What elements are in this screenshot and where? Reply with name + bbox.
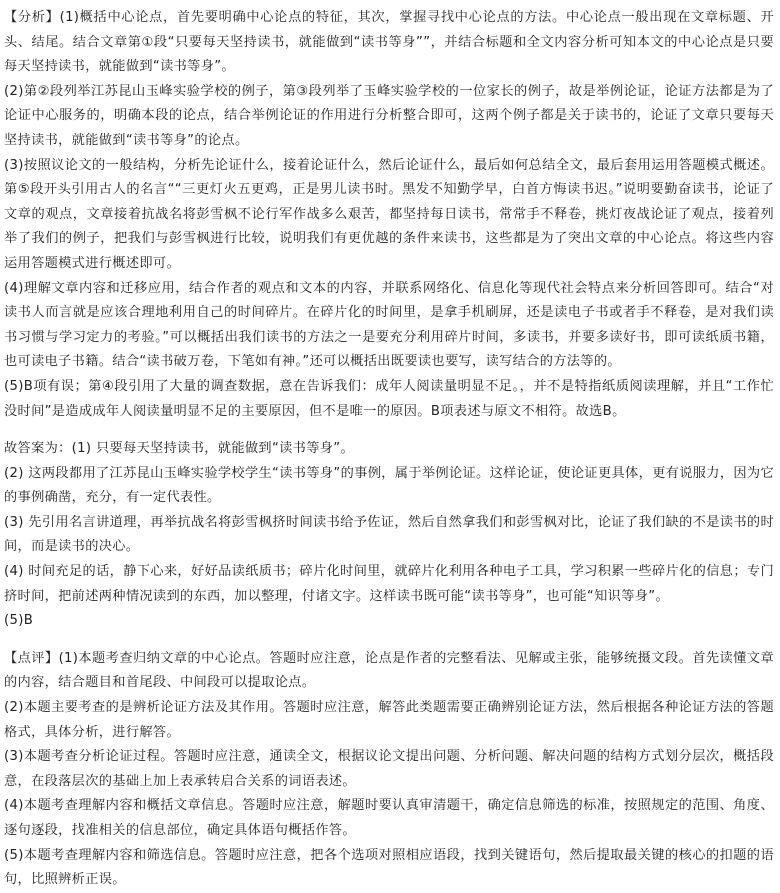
answer-paragraph-4: (4) 时间充足的话，静下心来，好好品读纸质书；碎片化时间里，就碎片化利用各种电子工具，学习积累一些碎片化的信息；专门挤时间，把前述两种情况读到的东西，加以整理，付诸文字。这样读书既可能“读书等身”，也可能“知识等身”。 <box>4 564 774 604</box>
analysis-paragraph-3: (3)按照议论文的一般结构，分析先论证什么，接着论证什么，然后论证什么，最后如何总结全文，最后套用运用答题模式概述。第⑤段开头引用古人的名言““三更灯火五更鸡，正是男儿读书时。黑发不知勤学早，白首方悔读书迟。”说明要勤奋读书，论证了文章的观点，文章接着抗战名将彭雪枫不论行军作战多么艰苦，都坚持每日读书，常常手不释卷，挑灯夜战论证了观点，接着列举了我们的例子，把我们与彭雪枫进行比较，说明我们有更优越的条件来读书，这些都是为了突出文章的中心论点。将这些内容运用答题模式进行概述即可。 <box>4 157 774 271</box>
answer-paragraph-3: (3) 先引用名言讲道理，再举抗战名将彭雪枫挤时间读书给予佐证，然后自然拿我们和彭雪枫对比，论证了我们缺的不是读书的时间，而是读书的决心。 <box>4 514 774 555</box>
answer-paragraph-1: 故答案为：(1) 只要每天坚持读书，就能做到“读书等身”。 <box>4 441 354 457</box>
analysis-section <box>4 6 774 424</box>
comment-paragraph-4: (4)本题考查理解内容和概括文章信息。答题时应注意，解题时要认真审清题干，确定信息筛选的标准，按照规定的范围、角度、逐句逐段，找准相关的信息部位，确定具体语句概括作答。 <box>4 798 774 838</box>
comment-paragraph-5: (5)本题考查理解内容和筛选信息。答题时应注意，把各个选项对照相应语段，找到关键语句，然后提取最关键的核心的扣题的语句，比照辨析正误。 <box>4 847 774 888</box>
comment-section <box>4 647 774 893</box>
answer-paragraph-2: (2) 这两段都用了江苏昆山玉峰实验学校学生“读书等身”的事例，属于举例论证。这样论证，使论证更具体，更有说服力，因为它的事例确凿，充分，有一定代表性。 <box>4 465 774 506</box>
comment-paragraph-2: (2)本题主要考查的是辨析论证方法及其作用。答题时应注意，解答此类题需要正确辨别论证方法，然后根据各种论证方法的答题格式，具体分析，进行解答。 <box>4 700 774 740</box>
analysis-paragraph-1: 【分析】(1)概括中心论点，首先要明确中心论点的特征，其次，掌握寻找中心论点的方法。中心论点一般出现在文章标题、开头、结尾。结合文章第①段“只要每天坚持读书，就能做到“读书等身””，并结合标题和全文内容分析可知本文的中心论点是只要每天坚持读书，就能做到“读书等身”。 <box>4 10 774 75</box>
analysis-paragraph-4: (4)理解文章内容和迁移应用，结合作者的观点和文本的内容，并联系网络化、信息化等现代社会特点来分析回答即可。结合“对读书人而言就是应该合理地利用自己的时间碎片。在碎片化的时间里，是拿手机刷屏，还是读电子书或者手不释卷，是对我们读书习惯与学习定力的考验。”可以概括出我们读书的方法之一是要充分利用碎片时间，多读书，并要多读好书，即可读纸质书籍，也可读电子书籍。结合“读书破万卷，下笔如有神。”还可以概括出既要读也要写，读写结合的方法等的。 <box>4 280 774 370</box>
answer-paragraph-5: (5)B <box>4 613 34 629</box>
comment-paragraph-1: 【点评】(1)本题考查归纳文章的中心论点。答题时应注意，论点是作者的完整看法、见解或主张，能够统摄文段。首先读懂文章的内容，结合题目和首尾段、中间段可以提取论点。 <box>4 650 774 691</box>
comment-paragraph-3: (3)本题考查分析论证过程。答题时应注意，通读全文，根据议论文提出问题、分析问题、解决问题的结构方式划分层次，概括段意，在段落层次的基础上加上表承转启合关系的词语表述。 <box>4 749 774 789</box>
analysis-paragraph-2: (2)第②段列举江苏昆山玉峰实验学校的例子，第③段列举了玉峰实验学校的一位家长的例子，故是举例论证，论证方法都是为了论证中心服务的，明确本段的论点，结合举例论证的作用进行分析整合即可，这两个例子都是关于读书的，论证了文章只要每天坚持读书，就能做到“读书等身”的论点。 <box>4 83 774 148</box>
answer-section <box>4 437 774 634</box>
analysis-paragraph-5: (5)B项有误；第④段引用了大量的调查数据，意在告诉我们：成年人阅读量明显不足。，并不是特指纸质阅读理解，并且“工作忙没时间”是造成成年人阅读量明显不足的主要原因，但不是唯一的原因。B项表述与原文不相符。故选B。 <box>4 378 774 419</box>
